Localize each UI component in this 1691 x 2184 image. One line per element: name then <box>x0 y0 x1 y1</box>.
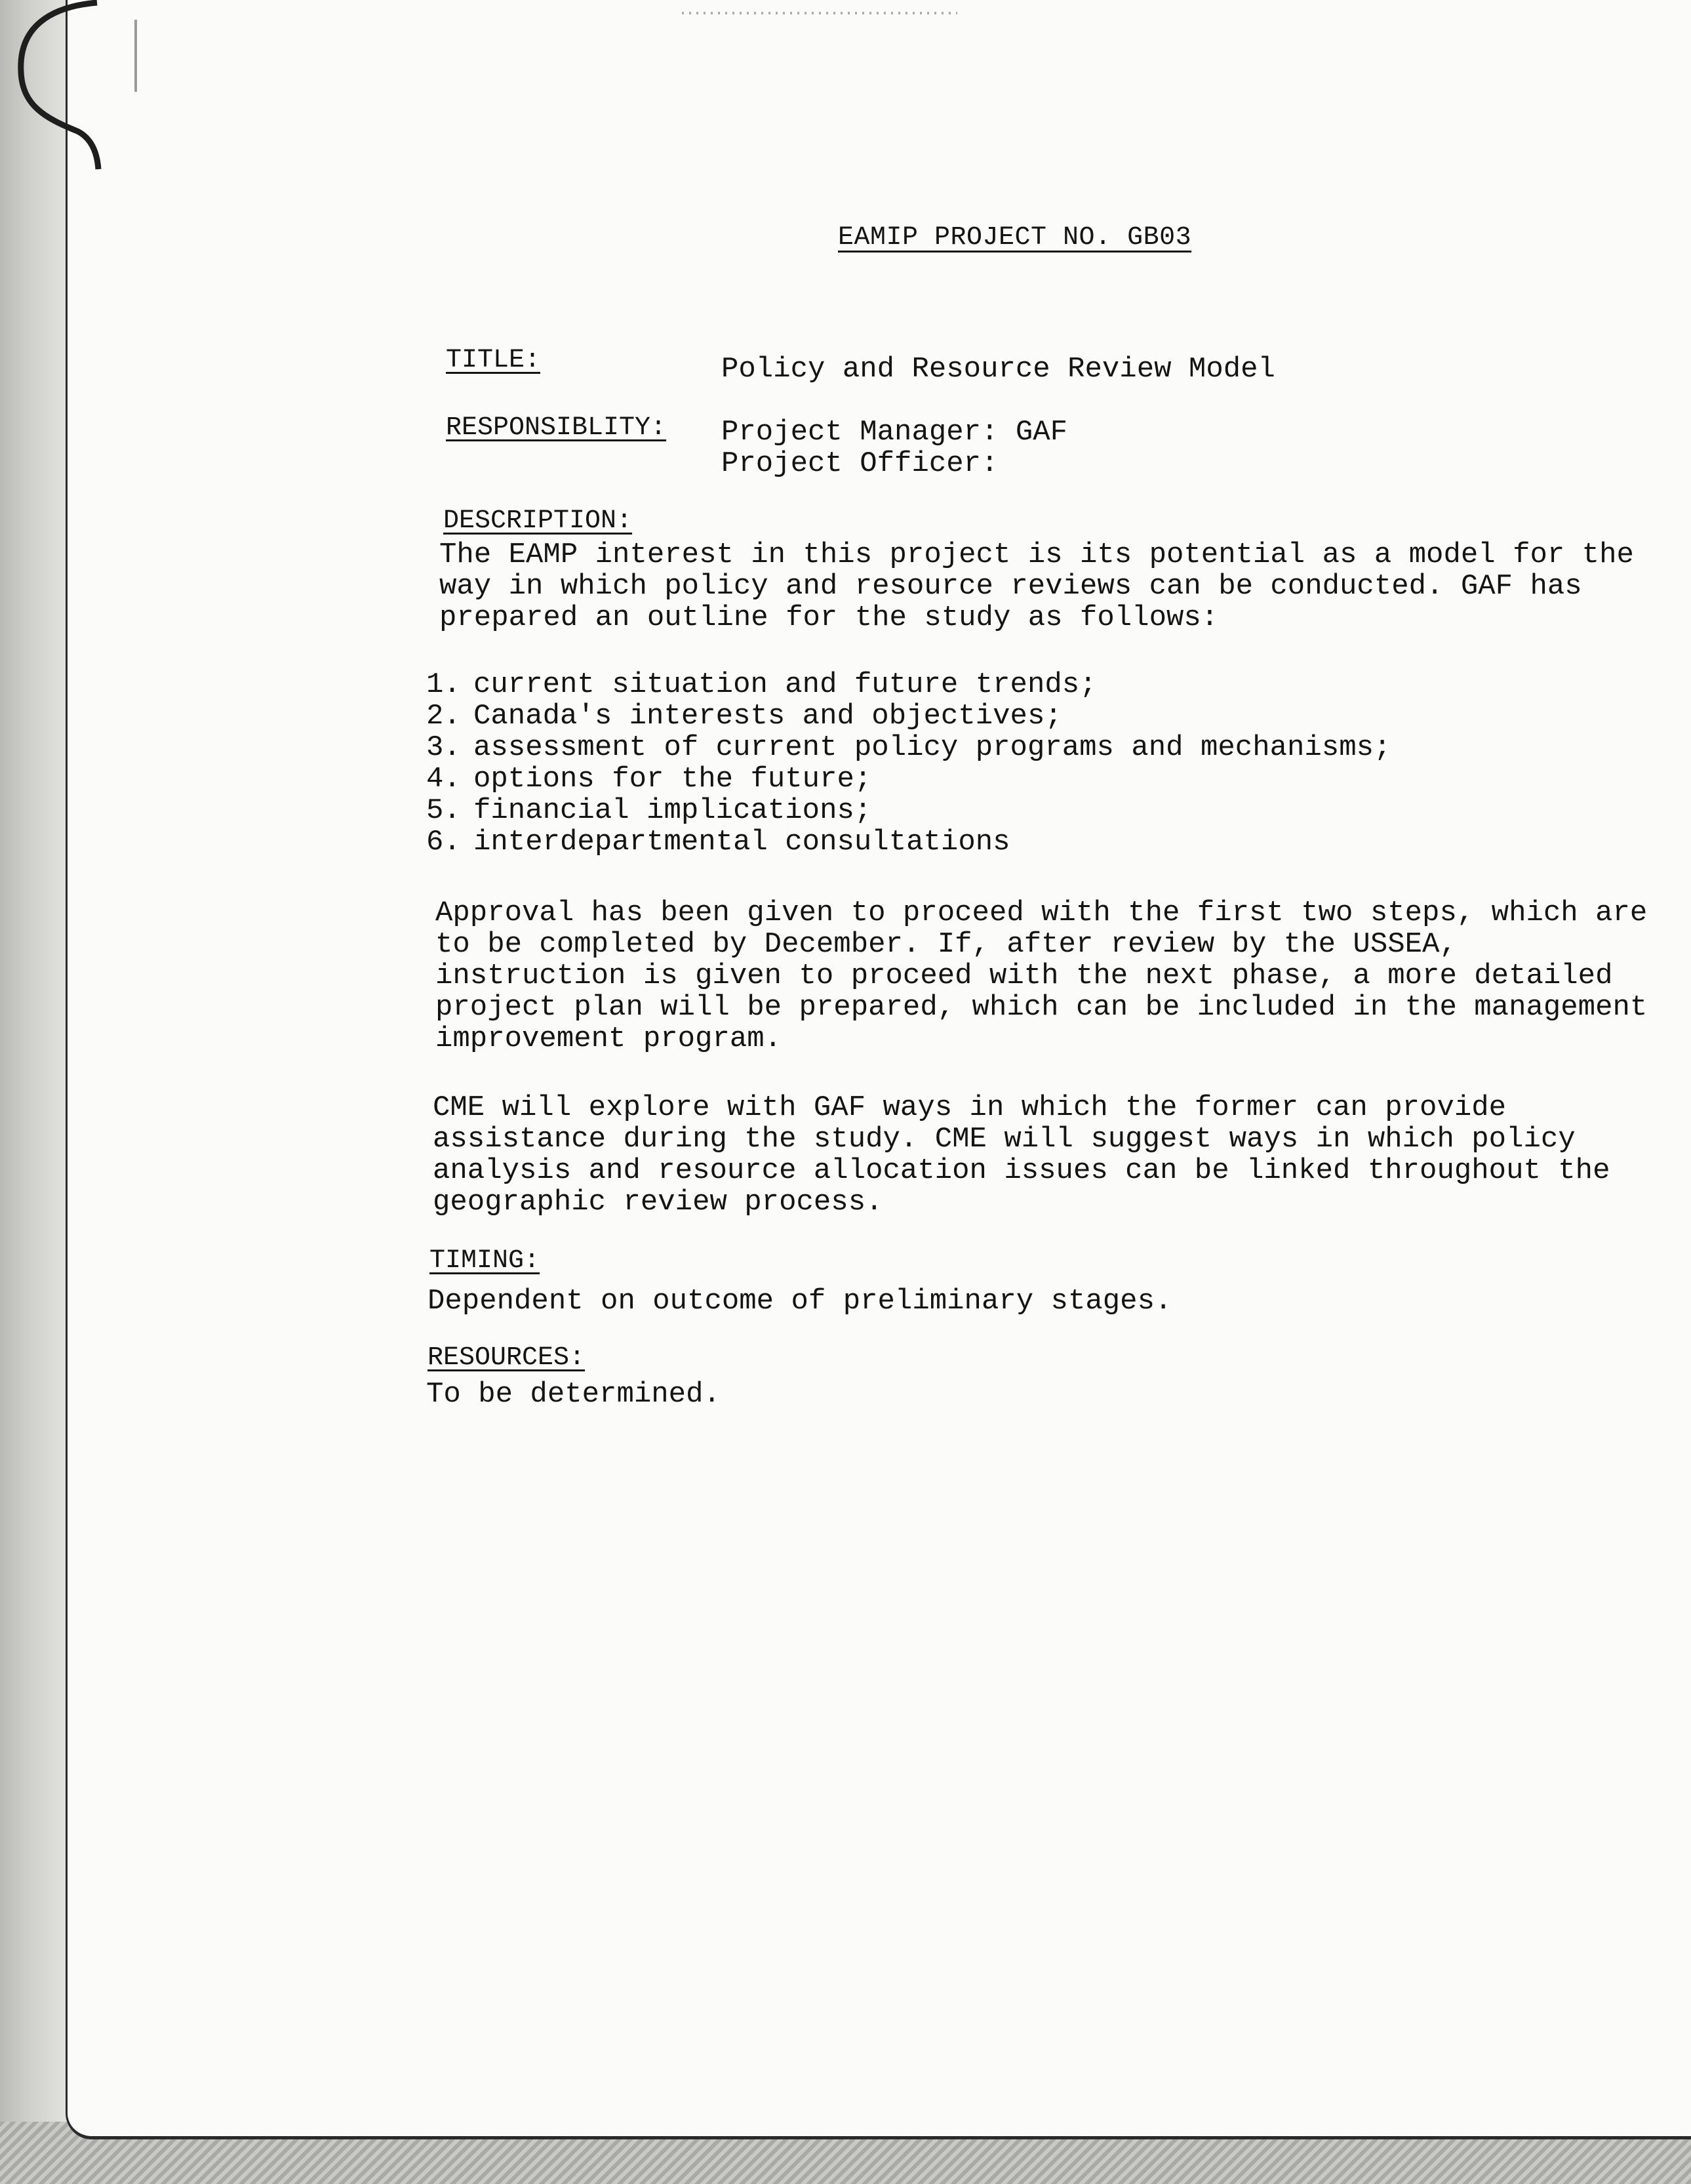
description-line: The EAMP interest in this project is its potential as a model for the <box>439 538 1634 571</box>
outline-item <box>426 763 1391 795</box>
resources-label: RESOURCES: <box>428 1343 586 1373</box>
outline-item-text: financial implications; <box>473 794 872 827</box>
approval-line: Approval has been given to proceed with the first two steps, which are <box>435 897 1648 929</box>
outline-item <box>426 826 1391 858</box>
outline-item-number: 3. <box>426 731 461 764</box>
project-manager-line: Project Manager: GAF <box>721 416 1068 449</box>
outline-list <box>426 669 1391 858</box>
approval-paragraph <box>435 897 1647 1055</box>
timing-label: TIMING: <box>429 1246 540 1276</box>
approval-line: instruction is given to proceed with the next phase, a more detailed <box>435 960 1613 992</box>
cme-line: assistance during the study. CME will suggest ways in which policy <box>433 1123 1576 1156</box>
title-value: Policy and Resource Review Model <box>721 353 1275 386</box>
outline-item-text: assessment of current policy programs and mechanisms; <box>473 731 1391 764</box>
outline-item-text: options for the future; <box>473 763 872 796</box>
outline-item-text: interdepartmental consultations <box>473 826 1010 859</box>
description-line: prepared an outline for the study as follows: <box>439 601 1219 634</box>
outline-item <box>426 795 1391 826</box>
outline-item <box>426 732 1391 763</box>
responsibility-label: RESPONSIBLITY: <box>446 413 667 443</box>
outline-item-number: 5. <box>426 794 461 827</box>
description-label: DESCRIPTION: <box>443 506 633 536</box>
margin-mark <box>134 20 137 92</box>
cme-line: analysis and resource allocation issues can be linked throughout the <box>433 1154 1610 1187</box>
description-line: way in which policy and resource reviews can be conducted. GAF has <box>439 570 1582 603</box>
project-officer-line: Project Officer: <box>721 447 999 480</box>
approval-line: improvement program. <box>435 1022 782 1055</box>
outline-item-number: 2. <box>426 700 461 733</box>
outline-item <box>426 700 1391 732</box>
title-label: TITLE: <box>446 346 541 375</box>
outline-item-number: 4. <box>426 763 461 796</box>
project-number-header: EAMIP PROJECT NO. GB03 <box>838 223 1192 253</box>
outline-item <box>426 669 1391 700</box>
outline-item-text: current situation and future trends; <box>473 668 1097 701</box>
cme-line: geographic review process. <box>433 1186 883 1219</box>
scan-noise <box>682 12 957 14</box>
description-paragraph <box>439 539 1634 634</box>
outline-item-number: 1. <box>426 668 461 701</box>
approval-line: to be completed by December. If, after review by the USSEA, <box>435 928 1457 961</box>
binder-clip <box>5 0 104 171</box>
approval-line: project plan will be prepared, which can be included in the management <box>435 991 1648 1024</box>
outline-item-text: Canada's interests and objectives; <box>473 700 1062 733</box>
outline-item-number: 6. <box>426 826 461 859</box>
timing-value: Dependent on outcome of preliminary stages. <box>428 1285 1172 1318</box>
scan-left-shadow <box>0 0 72 2184</box>
cme-paragraph <box>433 1092 1610 1218</box>
document-page <box>66 0 1691 2139</box>
cme-line: CME will explore with GAF ways in which the former can provide <box>433 1091 1507 1124</box>
resources-value: To be determined. <box>426 1378 721 1411</box>
